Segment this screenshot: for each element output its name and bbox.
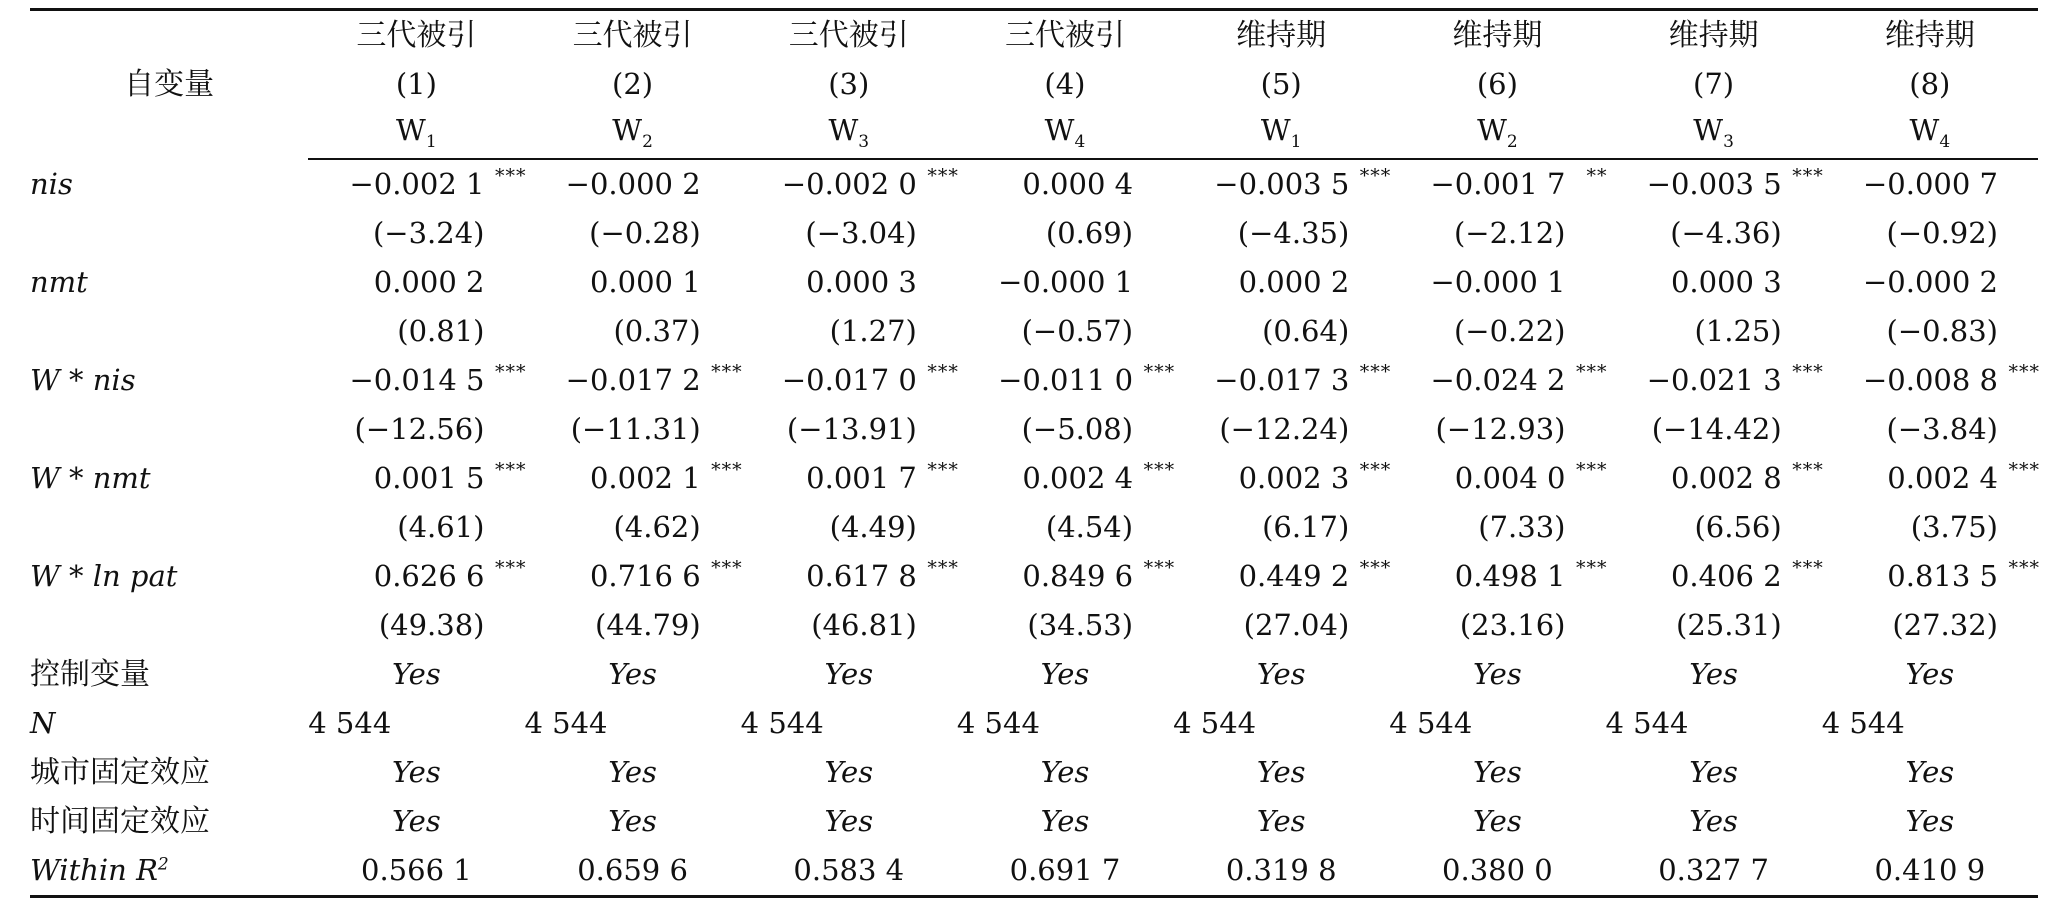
footer-value: Yes: [1689, 755, 1738, 789]
footer-value: Yes: [608, 755, 657, 789]
t-statistic-cell: (1.27): [829, 314, 917, 348]
footer-value: Yes: [1040, 804, 1090, 838]
footer-value: Yes: [1905, 804, 1955, 838]
coefficient-value: −0.017 0: [781, 363, 917, 397]
footer-value: 0.327 7: [1605, 846, 1821, 897]
column-number: (3): [828, 67, 870, 101]
coefficient-cell: [308, 159, 527, 209]
coefficient-value: −0.014 5: [349, 363, 485, 397]
footer-value: Yes: [1256, 804, 1306, 838]
t-statistic-cell: (27.32): [1892, 608, 1998, 642]
header-row-weights: [30, 109, 2038, 159]
significance-stars: ***: [1359, 557, 1392, 579]
significance-stars: ***: [494, 557, 527, 579]
t-statistic-cell: (−4.36): [1670, 216, 1782, 250]
footer-value: 0.319 8: [1173, 846, 1389, 897]
time-fixed-effects-row: [30, 797, 2038, 846]
coefficient-row: [30, 258, 2038, 307]
significance-stars: ***: [494, 459, 527, 481]
footer-value: 4 544: [956, 706, 1040, 740]
coefficient-value: −0.017 2: [565, 363, 701, 397]
footer-value: Yes: [1473, 755, 1522, 789]
coefficient-cell: [957, 356, 1176, 405]
significance-stars: ***: [1359, 459, 1392, 481]
t-statistic-cell: (−13.91): [786, 412, 917, 446]
empty-label-cell: [30, 209, 308, 258]
significance-stars: ***: [1792, 165, 1824, 187]
footer-value: 0.659 6: [524, 846, 740, 897]
coefficient-value: 0.002 4: [1022, 461, 1134, 495]
coefficient-value: 0.001 7: [806, 461, 917, 495]
coefficient-value: 0.002 8: [1670, 461, 1782, 495]
footer-value: Yes: [1473, 804, 1522, 838]
coefficient-value: 0.000 3: [1670, 265, 1782, 299]
t-statistic-cell: (−3.04): [805, 216, 917, 250]
coefficient-cell: [1605, 552, 1824, 601]
coefficient-value: −0.001 7: [1430, 167, 1566, 201]
weight-symbol: W: [612, 113, 643, 148]
coefficient-cell: [1173, 552, 1392, 601]
significance-stars: ***: [2008, 557, 2040, 579]
significance-stars: ***: [711, 459, 743, 481]
t-statistic-cell: (−4.35): [1237, 216, 1350, 250]
column-group-label: 维持期: [1605, 10, 1821, 61]
t-statistic-cell: (27.04): [1243, 608, 1350, 642]
footer-label: 城市固定效应: [30, 754, 210, 790]
coefficient-cell: [524, 454, 743, 503]
coefficient-cell: [524, 159, 740, 209]
coefficient-value: −0.003 5: [1214, 167, 1350, 201]
table-header: [30, 10, 2038, 160]
coefficient-cell: [1389, 356, 1608, 405]
coefficient-row: [30, 552, 2038, 601]
footer-value: Yes: [392, 657, 441, 691]
coefficient-cell: [524, 258, 740, 307]
variable-label: W * nis: [30, 363, 136, 397]
footer-value: Yes: [1256, 657, 1306, 691]
t-statistic-cell: (−12.56): [354, 412, 485, 446]
footer-value: Yes: [1040, 657, 1090, 691]
coefficient-value: 0.449 2: [1238, 559, 1350, 593]
coefficient-cell: [1822, 356, 2038, 405]
significance-stars: ***: [711, 557, 743, 579]
coefficient-row: [30, 159, 2038, 209]
coefficient-cell: [741, 159, 957, 209]
coefficient-cell: [741, 552, 957, 601]
t-statistic-cell: (−3.84): [1886, 412, 1998, 446]
t-statistic-cell: (6.56): [1694, 510, 1782, 544]
coefficient-cell: [1822, 159, 2038, 209]
coefficient-cell: [308, 552, 527, 601]
coefficient-cell: [1605, 356, 1824, 405]
footer-value: Yes: [824, 657, 874, 691]
footer-value: 4 544: [1821, 706, 1905, 740]
weight-subscript: 1: [1290, 131, 1302, 152]
footer-value: Yes: [1905, 657, 1955, 691]
coefficient-cell: [957, 258, 1173, 307]
t-statistic-cell: (46.81): [811, 608, 917, 642]
coefficient-cell: [1605, 159, 1824, 209]
t-statistic-cell: (25.31): [1676, 608, 1782, 642]
significance-stars: ***: [927, 361, 959, 383]
coefficient-value: −0.008 8: [1863, 363, 1998, 397]
weight-symbol: W: [1044, 113, 1075, 148]
empty-label-cell: [30, 503, 308, 552]
significance-stars: ***: [1143, 557, 1176, 579]
empty-label-cell: [30, 307, 308, 356]
column-group-label: 三代被引: [308, 10, 524, 61]
column-number: (5): [1260, 67, 1302, 101]
t-statistic-cell: (−0.57): [1021, 314, 1134, 348]
significance-stars: ***: [1575, 361, 1608, 383]
coefficient-value: 0.002 3: [1238, 461, 1350, 495]
t-statistic-cell: (−11.31): [570, 412, 701, 446]
t-statistic-cell: (−12.24): [1219, 412, 1350, 446]
coefficient-value: −0.021 3: [1646, 363, 1782, 397]
table-body: [30, 159, 2038, 897]
t-statistic-cell: (−3.24): [372, 216, 485, 250]
coefficient-cell: [957, 454, 1176, 503]
coefficient-cell: [1822, 552, 2038, 601]
weight-subscript: 3: [858, 131, 870, 152]
significance-stars: ***: [1359, 165, 1392, 187]
footer-value: 0.380 0: [1389, 846, 1605, 897]
t-statistic-cell: (0.81): [397, 314, 485, 348]
coefficient-value: −0.000 2: [565, 167, 701, 201]
significance-stars: ***: [1143, 459, 1176, 481]
footer-value: Yes: [608, 804, 657, 838]
coefficient-value: −0.000 1: [998, 265, 1134, 299]
column-number: (6): [1476, 67, 1518, 101]
variable-label: nis: [30, 166, 73, 201]
t-statistic-cell: (0.37): [613, 314, 701, 348]
coefficient-value: 0.000 4: [1022, 167, 1134, 201]
observations-row: [30, 699, 2038, 748]
coefficient-cell: [1822, 454, 2038, 503]
t-stat-row: [30, 209, 2038, 258]
coefficient-value: 0.813 5: [1887, 559, 1998, 593]
significance-stars: ***: [1143, 361, 1176, 383]
coefficient-value: −0.011 0: [998, 363, 1134, 397]
weight-subscript: 1: [425, 131, 437, 152]
footer-value: Yes: [824, 755, 874, 789]
variable-label: nmt: [30, 265, 88, 299]
significance-stars: ***: [2008, 459, 2040, 481]
coefficient-cell: [957, 552, 1176, 601]
significance-stars: ***: [1575, 459, 1608, 481]
t-stat-row: [30, 503, 2038, 552]
coefficient-cell: [1173, 258, 1389, 307]
significance-stars: ***: [927, 557, 959, 579]
weight-symbol: W: [1693, 113, 1724, 148]
column-number: (8): [1909, 67, 1951, 101]
footer-value: 4 544: [1173, 706, 1257, 740]
weight-symbol: W: [1909, 113, 1940, 148]
footer-value: 4 544: [308, 706, 392, 740]
city-fixed-effects-row: [30, 748, 2038, 797]
footer-value: 4 544: [1605, 706, 1689, 740]
column-number: (7): [1693, 67, 1735, 101]
coefficient-cell: [1389, 159, 1608, 209]
column-group-label: 三代被引: [957, 10, 1173, 61]
header-row-groups: [30, 10, 2038, 61]
coefficient-cell: [1389, 454, 1608, 503]
coefficient-row: [30, 356, 2038, 405]
empty-label-cell: [30, 405, 308, 454]
coefficient-cell: [524, 552, 743, 601]
footer-label: 时间固定效应: [30, 803, 210, 839]
weight-symbol: W: [396, 113, 426, 148]
weight-symbol: W: [1260, 113, 1291, 148]
coefficient-value: 0.498 1: [1454, 559, 1566, 593]
footer-value: 4 544: [740, 706, 824, 740]
t-statistic-cell: (4.54): [1045, 510, 1134, 544]
coefficient-cell: [1389, 552, 1608, 601]
coefficient-value: 0.000 2: [1238, 265, 1350, 299]
t-statistic-cell: (−12.93): [1435, 412, 1566, 446]
significance-stars: ***: [1792, 361, 1824, 383]
coefficient-value: −0.003 5: [1646, 167, 1782, 201]
coefficient-value: −0.002 1: [349, 167, 485, 201]
coefficient-value: 0.626 6: [373, 559, 485, 593]
t-statistic-cell: (4.49): [829, 510, 917, 544]
column-group-label: 三代被引: [741, 10, 957, 61]
weight-symbol: W: [1477, 113, 1507, 148]
variable-label: W * nmt: [30, 461, 151, 495]
weight-matrix-label: [957, 109, 1173, 159]
coefficient-cell: [1822, 258, 2038, 307]
coefficient-value: −0.024 2: [1430, 363, 1566, 397]
column-number: (2): [612, 67, 654, 101]
significance-stars: ***: [927, 459, 959, 481]
t-statistic-cell: (49.38): [378, 608, 485, 642]
coefficient-value: 0.716 6: [589, 559, 701, 593]
weight-subscript: 4: [1939, 131, 1951, 152]
t-statistic-cell: (0.69): [1045, 216, 1134, 250]
footer-label: 控制变量: [30, 656, 150, 692]
coefficient-value: −0.000 1: [1430, 265, 1566, 299]
coefficient-value: 0.000 2: [373, 265, 485, 299]
variable-label: W * ln pat: [30, 559, 178, 593]
coefficient-value: 0.004 0: [1454, 461, 1566, 495]
coefficient-value: −0.000 2: [1863, 265, 1998, 299]
weight-subscript: 2: [1506, 131, 1518, 152]
coefficient-value: −0.002 0: [781, 167, 917, 201]
t-stat-row: [30, 307, 2038, 356]
weight-matrix-label: [1173, 109, 1389, 159]
footer-value: 0.410 9: [1822, 846, 2038, 897]
t-stat-row: [30, 405, 2038, 454]
t-statistic-cell: (−2.12): [1453, 216, 1566, 250]
t-statistic-cell: (4.62): [613, 510, 701, 544]
coefficient-value: 0.000 1: [589, 265, 701, 299]
coefficient-cell: [308, 258, 524, 307]
weight-matrix-label: [741, 109, 957, 159]
weight-subscript: 2: [642, 131, 653, 152]
column-number: (1): [395, 67, 437, 101]
coefficient-cell: [741, 454, 957, 503]
significance-stars: ***: [927, 165, 959, 187]
column-group-label: 维持期: [1173, 10, 1389, 61]
coefficient-value: 0.002 1: [589, 461, 701, 495]
t-statistic-cell: (−5.08): [1021, 412, 1134, 446]
t-statistic-cell: (1.25): [1694, 314, 1782, 348]
coefficient-value: −0.000 7: [1863, 167, 1998, 201]
t-statistic-cell: (3.75): [1910, 510, 1998, 544]
t-statistic-cell: (44.79): [595, 608, 701, 642]
variable-column-header: 自变量: [30, 10, 308, 160]
footer-value: Yes: [392, 804, 441, 838]
footer-value: 0.566 1: [308, 846, 524, 897]
coefficient-cell: [1173, 159, 1392, 209]
regression-table: [30, 8, 2038, 898]
significance-stars: ***: [1359, 361, 1392, 383]
footer-label-cell: [30, 846, 308, 897]
r-squared-superscript: 2: [157, 854, 169, 875]
significance-stars: **: [1586, 165, 1608, 187]
significance-stars: ***: [1575, 557, 1608, 579]
coefficient-value: 0.849 6: [1022, 559, 1134, 593]
footer-value: 4 544: [524, 706, 608, 740]
footer-value: Yes: [1256, 755, 1306, 789]
significance-stars: ***: [711, 361, 743, 383]
weight-matrix-label: [524, 109, 740, 159]
coefficient-cell: [1173, 454, 1392, 503]
t-statistic-cell: (−0.83): [1886, 314, 1998, 348]
weight-subscript: 4: [1074, 131, 1086, 152]
footer-value: Yes: [1473, 657, 1522, 691]
coefficient-row: [30, 454, 2038, 503]
coefficient-value: 0.000 3: [806, 265, 917, 299]
t-statistic-cell: (−0.28): [589, 216, 701, 250]
coefficient-cell: [308, 454, 527, 503]
weight-symbol: W: [828, 113, 859, 148]
header-row-numbers: [30, 60, 2038, 109]
weight-matrix-label: [1822, 109, 2038, 159]
weight-matrix-label: [308, 109, 524, 159]
t-statistic-cell: (7.33): [1478, 510, 1566, 544]
t-statistic-cell: (0.64): [1262, 314, 1350, 348]
empty-label-cell: [30, 601, 308, 650]
column-group-label: 三代被引: [524, 10, 740, 61]
coefficient-cell: [1605, 454, 1824, 503]
footer-value: Yes: [1689, 804, 1738, 838]
significance-stars: ***: [494, 165, 527, 187]
footer-value: Yes: [1689, 657, 1738, 691]
coefficient-cell: [1173, 356, 1392, 405]
coefficient-cell: [957, 159, 1173, 209]
coefficient-cell: [308, 356, 527, 405]
footer-value: 4 544: [1389, 706, 1473, 740]
footer-value: 0.691 7: [957, 846, 1173, 897]
significance-stars: ***: [2008, 361, 2040, 383]
coefficient-cell: [741, 258, 957, 307]
weight-matrix-label: [1605, 109, 1821, 159]
coefficient-value: 0.617 8: [806, 559, 917, 593]
column-number: (4): [1044, 67, 1086, 101]
coefficient-cell: [741, 356, 957, 405]
column-group-label: 维持期: [1389, 10, 1605, 61]
coefficient-value: −0.017 3: [1214, 363, 1350, 397]
t-statistic-cell: (34.53): [1027, 608, 1134, 642]
coefficient-cell: [524, 356, 743, 405]
t-statistic-cell: (−14.42): [1651, 412, 1782, 446]
coefficient-value: 0.001 5: [373, 461, 485, 495]
footer-value: Yes: [1905, 755, 1955, 789]
weight-matrix-label: [1389, 109, 1605, 159]
footer-value: 0.583 4: [741, 846, 957, 897]
t-statistic-cell: (23.16): [1459, 608, 1566, 642]
footer-label: Within R: [30, 853, 158, 887]
t-statistic-cell: (6.17): [1262, 510, 1350, 544]
significance-stars: ***: [1792, 459, 1824, 481]
coefficient-value: 0.406 2: [1670, 559, 1782, 593]
regression-table-container: [30, 8, 2038, 898]
t-statistic-cell: (4.61): [397, 510, 485, 544]
t-stat-row: [30, 601, 2038, 650]
t-statistic-cell: (−0.22): [1453, 314, 1566, 348]
coefficient-cell: [1605, 258, 1821, 307]
footer-value: Yes: [824, 804, 874, 838]
significance-stars: ***: [494, 361, 527, 383]
coefficient-value: 0.002 4: [1887, 461, 1998, 495]
within-r-squared-row: [30, 846, 2038, 897]
footer-value: Yes: [608, 657, 657, 691]
column-group-label: 维持期: [1822, 10, 2038, 61]
t-statistic-cell: (−0.92): [1886, 216, 1998, 250]
weight-subscript: 3: [1723, 131, 1734, 152]
controls-row: [30, 650, 2038, 699]
footer-value: Yes: [392, 755, 441, 789]
significance-stars: ***: [1792, 557, 1824, 579]
footer-value: Yes: [1040, 755, 1090, 789]
footer-label: N: [30, 706, 56, 740]
coefficient-cell: [1389, 258, 1605, 307]
